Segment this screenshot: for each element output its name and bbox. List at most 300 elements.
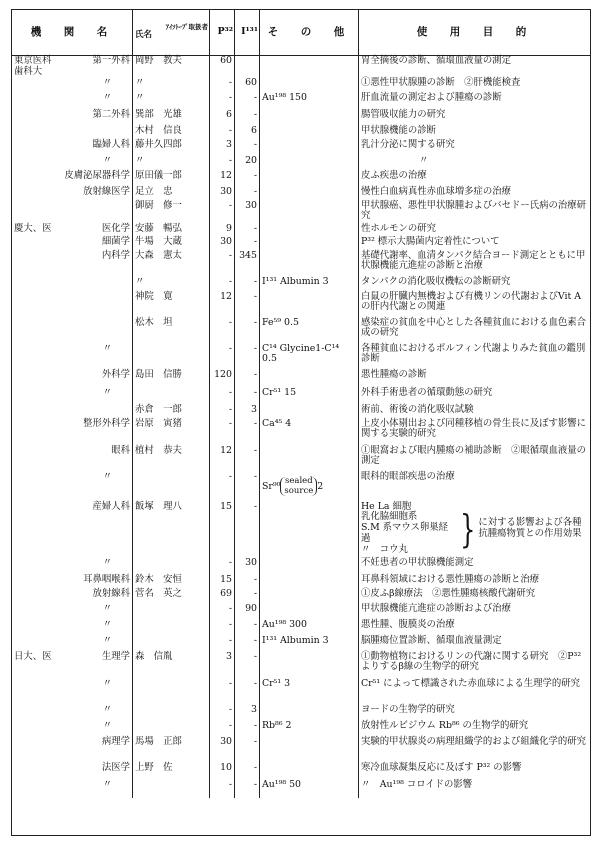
person-name: 神院 寛 — [133, 292, 210, 318]
header-other: そ の 他 — [260, 10, 359, 56]
purpose-text: 甲状腺機能亢進症の診断および治療 — [361, 602, 512, 614]
table-row — [12, 318, 590, 344]
i131-amount: 6 — [235, 126, 260, 140]
brace-symbol: } — [460, 506, 476, 552]
department-name: 〃 — [102, 556, 112, 568]
table-row — [12, 156, 590, 171]
department-name: 細菌学 — [101, 235, 130, 247]
table-row — [12, 277, 590, 292]
institution-cell — [12, 126, 133, 140]
table-row — [12, 589, 590, 604]
person-name — [133, 705, 210, 721]
table-row — [12, 419, 590, 446]
table-row — [12, 737, 590, 763]
other-isotope — [260, 472, 359, 502]
other-isotope — [260, 370, 359, 388]
institution-cell — [12, 721, 133, 737]
i131-amount: - — [235, 237, 260, 251]
person-name — [133, 721, 210, 737]
purpose-text: 放射性ルビジウム Rb⁸⁶ の生物学的研究 — [361, 719, 529, 731]
p32-amount: 9 — [210, 224, 235, 237]
person-name: 岡野 教夫 — [133, 56, 210, 78]
person-name — [133, 388, 210, 405]
department-name: 〃 — [102, 719, 112, 731]
table-row — [12, 370, 590, 388]
institution-cell — [12, 604, 133, 620]
other-isotope: Au¹⁹⁸ 150 — [260, 93, 359, 110]
other-isotope: I¹³¹ Albumin 3 — [260, 636, 359, 652]
department-name: 皮膚泌尿器科学 — [64, 169, 130, 181]
table-row — [12, 780, 590, 798]
institution-cell — [12, 737, 133, 763]
isotope-usage-table — [12, 10, 590, 798]
purpose-text: 基礎代謝率、血清タンパク結合ヨード測定とともに甲状腺機能亢進症の診断と治療 — [361, 249, 586, 272]
table-row — [12, 620, 590, 636]
purpose-text: 胃全摘後の診断、循環血液量の測定 — [361, 55, 512, 66]
purpose-text: 各種貧血におけるポルフィン代謝よりみた貧血の鑑別診断 — [361, 342, 586, 365]
purpose-text: 実験的甲状腺炎の病理組織学的および組織化学的研究 — [361, 735, 587, 747]
person-name: 御厨 修一 — [133, 201, 210, 224]
table-row — [12, 201, 590, 224]
department-name: 第二外科 — [92, 108, 130, 120]
institution-cell — [12, 237, 133, 251]
institution-cell — [12, 156, 133, 171]
department-name: 眼科 — [111, 444, 130, 456]
institution-cell — [12, 636, 133, 652]
table-row — [12, 110, 590, 126]
table-body — [12, 56, 590, 798]
table-row — [12, 292, 590, 318]
i131-amount: - — [235, 575, 260, 589]
purpose-text — [359, 502, 591, 558]
other-isotope: Au¹⁹⁸ 300 — [260, 620, 359, 636]
p32-amount: - — [210, 679, 235, 705]
department-name: 〃 — [102, 154, 112, 166]
other-isotope: Fe⁵⁹ 0.5 — [260, 318, 359, 344]
department-name: 整形外科学 — [83, 417, 130, 429]
i131-amount: - — [235, 737, 260, 763]
purpose-line: 乳化脇細胞系 — [361, 511, 418, 523]
table-row — [12, 472, 590, 502]
other-isotope — [260, 140, 359, 156]
purpose-text: ①皮ふβ線療法 ②悪性腫瘍核酸代謝研究 — [361, 587, 536, 599]
source-label: source — [284, 485, 314, 496]
department-name: 〃 — [102, 386, 112, 398]
table-row — [12, 224, 590, 237]
header-p32: P³² — [210, 10, 235, 56]
person-name — [133, 636, 210, 652]
person-name: 植村 恭夫 — [133, 446, 210, 472]
person-name — [133, 604, 210, 620]
p32-amount: 69 — [210, 589, 235, 604]
i131-amount: - — [235, 636, 260, 652]
institution-cell — [12, 446, 133, 472]
department-name: 〃 — [102, 778, 112, 790]
other-isotope — [260, 251, 359, 277]
header-i131: I¹³¹ — [235, 10, 260, 56]
p32-amount: 120 — [210, 370, 235, 388]
purpose-text: 寒冷血球凝集反応に及ぼす P³² の影響 — [361, 761, 522, 773]
i131-amount: - — [235, 318, 260, 344]
p32-amount: - — [210, 344, 235, 370]
department-name: 〃 — [102, 677, 112, 689]
p32-amount: - — [210, 620, 235, 636]
purpose-text: 慢性白血病真性赤血球増多症の治療 — [361, 185, 512, 197]
p32-amount: 12 — [210, 446, 235, 472]
institution-cell — [12, 763, 133, 780]
p32-amount: 10 — [210, 763, 235, 780]
sealed-label: sealed — [285, 476, 313, 487]
purpose-text: 脳腫瘍位置診断、循環血液量測定 — [361, 634, 502, 646]
p32-amount: - — [210, 156, 235, 171]
department-name: 外科学 — [101, 368, 130, 380]
institution-cell — [12, 187, 133, 201]
person-name: 足立 忠 — [133, 187, 210, 201]
other-isotope: Ca⁴⁵ 4 — [260, 419, 359, 446]
person-name: 藤井久四郎 — [133, 140, 210, 156]
institution-cell — [12, 589, 133, 604]
person-name: 松木 坦 — [133, 318, 210, 344]
other-isotope — [260, 171, 359, 187]
purpose-text: ヨードの生物学的研究 — [361, 703, 455, 715]
i131-amount: 30 — [235, 201, 260, 224]
department-name: 〃 — [102, 634, 112, 646]
institution-cell — [12, 620, 133, 636]
p32-amount: 60 — [210, 56, 235, 78]
i131-amount: - — [235, 472, 260, 502]
p32-amount: - — [210, 318, 235, 344]
person-name: 森 信胤 — [133, 652, 210, 679]
purpose-text: 耳鼻科領域における悪性腫瘍の診断と治療 — [361, 573, 540, 585]
p32-amount: - — [210, 388, 235, 405]
institution-cell — [12, 558, 133, 575]
other-isotope: I¹³¹ Albumin 3 — [260, 277, 359, 292]
i131-amount: - — [235, 93, 260, 110]
sealed-source-bracket — [280, 477, 317, 496]
person-name: 飯塚 理八 — [133, 502, 210, 558]
person-name: 大森 憲太 — [133, 251, 210, 277]
table-header-row — [12, 10, 590, 56]
person-name: 〃 — [133, 93, 210, 110]
person-name: 島田 信勝 — [133, 370, 210, 388]
purpose-text: 上皮小体剔出および同種移植の骨生長に及ぼす影響に関する実験的研究 — [361, 417, 587, 440]
purpose-text: 皮ふ疾患の治療 — [361, 169, 427, 181]
p32-amount: - — [210, 636, 235, 652]
department-name: 放射線科 — [92, 587, 130, 599]
table-row — [12, 604, 590, 620]
p32-amount: - — [210, 126, 235, 140]
person-name: 牛場 大蔵 — [133, 237, 210, 251]
other-isotope — [260, 224, 359, 237]
institution-cell — [12, 78, 133, 93]
i131-amount: - — [235, 171, 260, 187]
p32-amount: - — [210, 201, 235, 224]
institution-cell — [12, 56, 133, 78]
purpose-text: 悪性腫、腹膜炎の治療 — [361, 618, 455, 630]
department-name: 産婦人科 — [92, 500, 130, 512]
purpose-text: 〃 — [419, 154, 429, 166]
institution-cell — [12, 705, 133, 721]
institution-cell — [12, 405, 133, 419]
p32-amount: 12 — [210, 171, 235, 187]
table-row — [12, 405, 590, 419]
other-isotope — [260, 110, 359, 126]
institution-cell — [12, 344, 133, 370]
institution-cell — [12, 224, 133, 237]
p32-amount: - — [210, 604, 235, 620]
table-row — [12, 78, 590, 93]
table-row — [12, 388, 590, 405]
department-name: 病理学 — [101, 735, 130, 747]
header-institution: 機 関 名 — [12, 10, 133, 56]
table-row — [12, 56, 590, 78]
institution-cell — [12, 201, 133, 224]
purpose-text: Cr⁵¹ によって標識された赤血球による生理学的研究 — [361, 677, 581, 689]
department-name: 〃 — [102, 76, 112, 88]
person-name: 赤倉 一郎 — [133, 405, 210, 419]
department-name: 医化学 — [101, 222, 130, 234]
department-name: 〃 — [102, 618, 112, 630]
other-isotope — [260, 237, 359, 251]
other-isotope — [260, 589, 359, 604]
department-name: 法医学 — [101, 761, 130, 773]
purpose-text: 白鼠の肝臓内無機および有機リンの代謝およびVit Aの肝内代謝との関連 — [361, 290, 581, 313]
department-name: 〃 — [102, 703, 112, 715]
department-name: 〃 — [102, 342, 112, 354]
purpose-text: 性ホルモンの研究 — [361, 222, 437, 234]
p32-amount: 12 — [210, 292, 235, 318]
department-name: 生理学 — [101, 650, 130, 662]
purpose-line: 〃 コウ丸 — [361, 543, 408, 555]
purpose-line: S.M 系マウス卵巣経過 — [361, 522, 448, 545]
institution-cell — [12, 780, 133, 798]
table-row — [12, 126, 590, 140]
p32-amount: 30 — [210, 737, 235, 763]
header-purpose: 使 用 目 的 — [359, 10, 591, 56]
department-name: 〃 — [102, 91, 112, 103]
purpose-text: P³² 標示大腸菌内定着性について — [361, 235, 500, 247]
p32-amount: 15 — [210, 575, 235, 589]
institution-cell — [12, 318, 133, 344]
p32-amount: - — [210, 419, 235, 446]
table-row — [12, 652, 590, 679]
i131-amount: - — [235, 419, 260, 446]
table-row — [12, 446, 590, 472]
purpose-text: 外科手術患者の循環動態の研究 — [361, 386, 493, 398]
p32-amount: - — [210, 251, 235, 277]
other-isotope: Cr⁵¹ 15 — [260, 388, 359, 405]
p32-amount: - — [210, 405, 235, 419]
organization-name: 慶大、医 — [14, 222, 52, 234]
other-isotope — [260, 558, 359, 575]
purpose-text: 乳汁分泌に関する研究 — [361, 138, 455, 150]
other-isotope — [260, 575, 359, 589]
table-row — [12, 140, 590, 156]
department-name: 放射線医学 — [83, 185, 130, 197]
p32-amount: - — [210, 705, 235, 721]
other-isotope: Rb⁸⁶ 2 — [260, 721, 359, 737]
department-name: 〃 — [102, 602, 112, 614]
institution-cell — [12, 502, 133, 558]
table-row — [12, 636, 590, 652]
i131-amount: 3 — [235, 705, 260, 721]
i131-amount: - — [235, 370, 260, 388]
sr90-quantity: 2 — [317, 481, 324, 493]
other-isotope — [260, 502, 359, 558]
person-name — [133, 679, 210, 705]
i131-amount: - — [235, 679, 260, 705]
other-isotope — [260, 78, 359, 93]
person-name — [133, 558, 210, 575]
other-isotope — [260, 763, 359, 780]
other-isotope — [260, 156, 359, 171]
i131-amount: - — [235, 344, 260, 370]
i131-amount: 345 — [235, 251, 260, 277]
institution-cell — [12, 93, 133, 110]
person-name: 〃 — [133, 156, 210, 171]
institution-cell — [12, 575, 133, 589]
table-row — [12, 251, 590, 277]
p32-amount: - — [210, 277, 235, 292]
department-name: 内科学 — [101, 249, 130, 261]
sr90-label: Sr⁹⁰ — [262, 481, 281, 493]
purpose-text: 悪性腫瘍の診断 — [361, 368, 427, 380]
p32-amount: 15 — [210, 502, 235, 558]
other-isotope — [260, 446, 359, 472]
department-name: 〃 — [102, 470, 112, 482]
person-name: 巽部 光雄 — [133, 110, 210, 126]
person-name: 馬場 正郎 — [133, 737, 210, 763]
table-row — [12, 705, 590, 721]
person-name — [133, 620, 210, 636]
isotope-usage-table-page — [11, 9, 591, 836]
i131-amount: - — [235, 388, 260, 405]
i131-amount: 60 — [235, 78, 260, 93]
purpose-line: He La 細胞 — [361, 500, 412, 512]
institution-cell — [12, 472, 133, 502]
purpose-text: 甲状腺機能の診断 — [361, 124, 437, 136]
organization-name: 東京医科 歯科大 — [14, 55, 52, 77]
table-row — [12, 502, 590, 558]
p32-amount: 30 — [210, 237, 235, 251]
i131-amount: - — [235, 502, 260, 558]
other-isotope: Au¹⁹⁸ 50 — [260, 780, 359, 798]
person-name — [133, 344, 210, 370]
p32-amount: 6 — [210, 110, 235, 126]
i131-amount: - — [235, 224, 260, 237]
other-isotope — [260, 652, 359, 679]
i131-amount — [235, 56, 260, 78]
i131-amount: 30 — [235, 558, 260, 575]
purpose-tail: に対する影響および各種抗腫瘍物質との作用効果 — [478, 516, 582, 539]
institution-cell — [12, 140, 133, 156]
person-name: 〃 — [133, 78, 210, 93]
institution-cell — [12, 251, 133, 277]
institution-cell — [12, 277, 133, 292]
purpose-text: ①眼窩および眼内腫瘍の補助診断 ②眼循環血液量の測定 — [361, 444, 587, 467]
i131-amount: - — [235, 446, 260, 472]
table-row — [12, 93, 590, 110]
table-row — [12, 187, 590, 201]
table-row — [12, 558, 590, 575]
purpose-text: 肝血流量の測定および腫瘍の診断 — [361, 91, 502, 103]
other-isotope — [260, 604, 359, 620]
p32-amount: - — [210, 721, 235, 737]
i131-amount: - — [235, 277, 260, 292]
purpose-text: 不妊患者の甲状腺機能測定 — [361, 556, 474, 568]
institution-cell — [12, 388, 133, 405]
header-person — [133, 10, 210, 56]
table-row — [12, 171, 590, 187]
person-name: 安藤 暢弘 — [133, 224, 210, 237]
purpose-text: 〃 Au¹⁹⁸ コロイドの影響 — [361, 778, 473, 790]
purpose-text: 術前、術後の消化吸収試験 — [361, 403, 474, 415]
department-name: 耳鼻咽喉科 — [83, 573, 130, 585]
other-isotope — [260, 405, 359, 419]
table-row — [12, 344, 590, 370]
institution-cell — [12, 419, 133, 446]
table-row — [12, 763, 590, 780]
i131-amount: - — [235, 780, 260, 798]
p32-amount: - — [210, 93, 235, 110]
person-name: 菅名 英之 — [133, 589, 210, 604]
p32-amount: - — [210, 558, 235, 575]
department-name: 第一外科 — [92, 55, 130, 66]
i131-amount: - — [235, 763, 260, 780]
other-isotope — [260, 126, 359, 140]
p32-amount: 3 — [210, 652, 235, 679]
header-person-bottom: 氏名 — [135, 30, 153, 41]
other-isotope — [260, 56, 359, 78]
person-name: 木村 信良 — [133, 126, 210, 140]
purpose-text: 腸管吸収能力の研究 — [361, 108, 446, 120]
purpose-text: 眼科的眼部疾患の治療 — [361, 470, 455, 482]
i131-amount: - — [235, 110, 260, 126]
p32-amount: - — [210, 780, 235, 798]
person-name: 鈴木 安恒 — [133, 575, 210, 589]
other-isotope — [260, 201, 359, 224]
i131-amount: 20 — [235, 156, 260, 171]
p32-amount: - — [210, 472, 235, 502]
table-row — [12, 721, 590, 737]
i131-amount: - — [235, 187, 260, 201]
institution-cell — [12, 652, 133, 679]
purpose-text: 甲状腺癌、悪性甲状腺腫およびバセドー氏病の治療研究 — [361, 199, 587, 222]
organization-name: 日大、医 — [14, 650, 52, 662]
p32-amount: 3 — [210, 140, 235, 156]
i131-amount: - — [235, 292, 260, 318]
person-name — [133, 472, 210, 502]
department-name: 臨婦人科 — [92, 138, 130, 150]
table-row — [12, 575, 590, 589]
i131-amount: - — [235, 140, 260, 156]
other-isotope — [260, 292, 359, 318]
institution-cell — [12, 110, 133, 126]
table-row — [12, 237, 590, 251]
p32-amount: 30 — [210, 187, 235, 201]
i131-amount: - — [235, 620, 260, 636]
purpose-text: ①悪性甲状腺腫の診断 ②肝機能検査 — [361, 76, 521, 88]
other-isotope — [260, 705, 359, 721]
i131-amount: - — [235, 589, 260, 604]
institution-cell — [12, 679, 133, 705]
purpose-text: ①動物植物におけるリンの代謝に関する研究 ②P³² よりするβ線の生物学的研究 — [361, 650, 582, 673]
person-name: 原田儀一郎 — [133, 171, 210, 187]
other-isotope: C¹⁴ Glycine1-C¹⁴ 0.5 — [260, 344, 359, 370]
header-person-top: ｱｲｿﾄｰﾌﾟ取扱者 — [165, 22, 208, 31]
person-name — [133, 780, 210, 798]
institution-cell — [12, 171, 133, 187]
